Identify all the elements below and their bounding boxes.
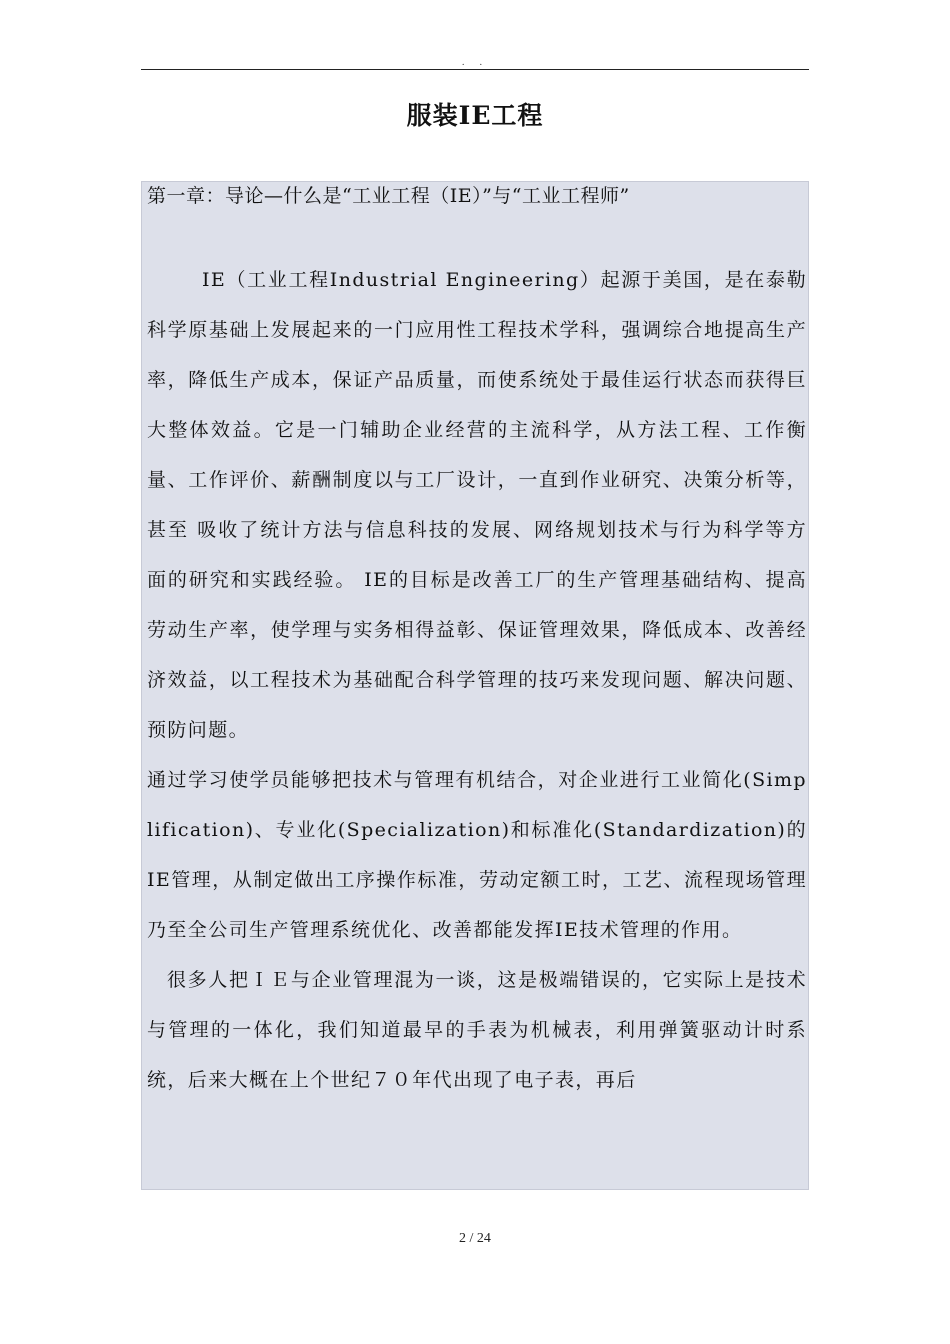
paragraph-learning-goals: 通过学习使学员能够把技术与管理有机结合，对企业进行工业简化(Simplification)、专业化(Specialization)和标准化(Standardization)的IE管理，从制定做出工序操作标准，劳动定额工时，工艺、流程现场管理乃至全公司生产管理系统优化、改善都能发挥IE技术管理的作用。 xyxy=(147,769,807,941)
paragraph-misconception: 很多人把ＩＥ与企业管理混为一谈，这是极端错误的，它实际上是技术与管理的一体化，我们知道最早的手表为机械表，利用弹簧驱动计时系统，后来大概在上个世纪７０年代出现了电子表，再后 xyxy=(147,969,807,1091)
content-body xyxy=(147,182,807,1105)
chapter-heading: 第一章：导论—什么是“工业工程（IE）”与“工业工程师” xyxy=(147,185,630,207)
document-title: 服装IE工程 xyxy=(406,101,544,130)
page-number: 2 / 24 xyxy=(459,1231,491,1246)
paragraph-ie-definition: IE（工业工程Industrial Engineering）起源于美国，是在泰勒科学原基础上发展起来的一门应用性工程技术学科，强调综合地提高生产率，降低生产成本，保证产品质量，而使系统处于最佳运行状态而获得巨大整体效益。它是一门辅助企业经营的主流科学，从方法工程、工作衡量、工作评价、薪酬制度以与工厂设计，一直到作业研究、决策分析等，甚至 吸收了统计方法与信息科技的发展、网络规划技术与行为科学等方面的研究和实践经验。 IE的目标是改善工厂的生产管理基础结构、提高劳动生产率，使学理与实务相得益彰、保证管理效果，降低成本、改善经济效益，以工程技术为基础配合科学管理的技巧来发现问题、解决问题、预防问题。 xyxy=(147,269,807,741)
content-box xyxy=(141,181,809,1190)
header-dots: . . xyxy=(461,58,489,68)
header-rule xyxy=(141,69,809,70)
